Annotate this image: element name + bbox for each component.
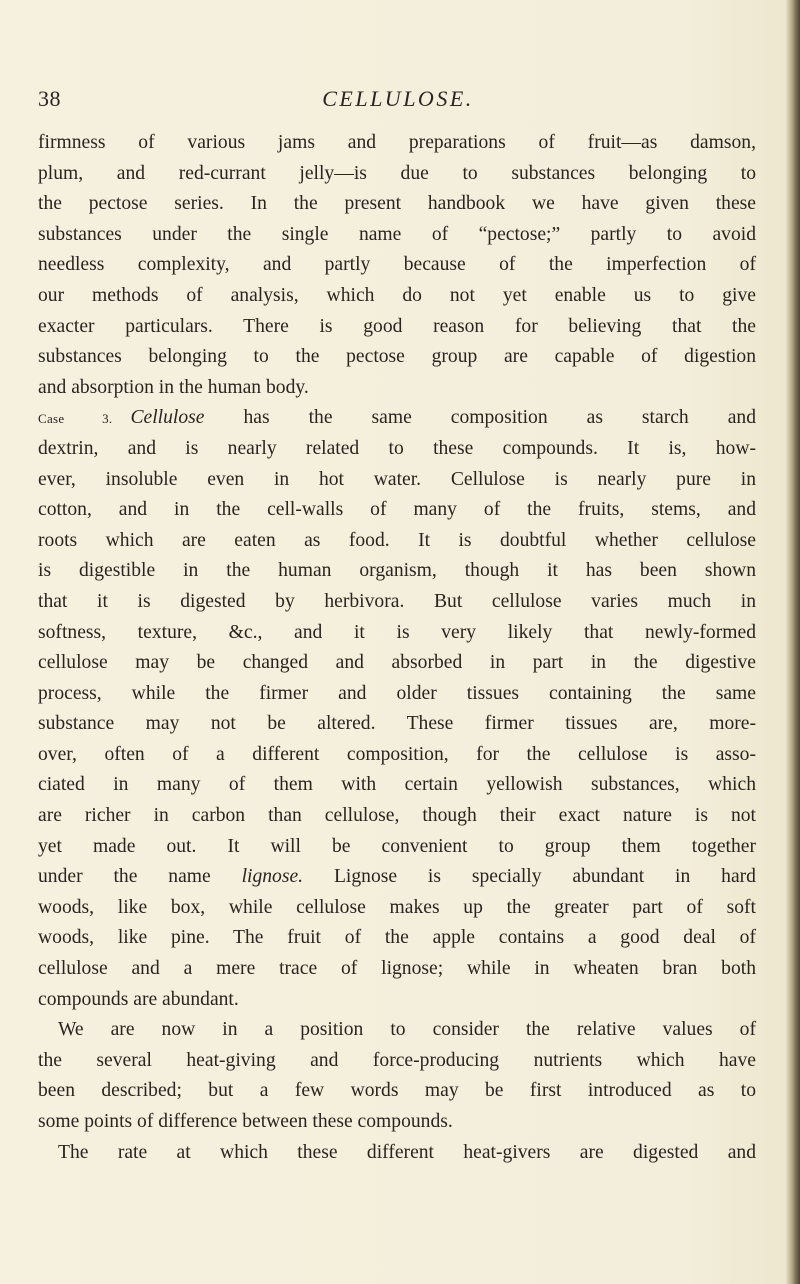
text-line: exacter particulars. There is good reason for believing that the xyxy=(38,315,756,337)
text-line: some points of difference between these compounds. xyxy=(38,1111,453,1132)
text-line-with-side-note xyxy=(38,403,756,434)
text-line: cotton, and in the cell-walls of many of the fruits, stems, and xyxy=(38,499,756,521)
text-line: been described; but a few words may be first introduced as to xyxy=(38,1080,756,1102)
text-fragment: Lignose is specially abundant in hard xyxy=(303,866,756,888)
italic-term-cellulose: Cellulose xyxy=(130,407,205,429)
text-line: our methods of analysis, which do not yet enable us to give xyxy=(38,284,756,306)
text-line: woods, like pine. The fruit of the apple contains a good deal of xyxy=(38,927,756,949)
text-line: over, often of a different composition, for the cellulose is asso- xyxy=(38,743,756,765)
italic-term-lignose: lignose. xyxy=(241,866,304,888)
text-line: roots which are eaten as food. It is doubtful whether cellulose xyxy=(38,529,756,551)
page-edge-shadow xyxy=(786,0,800,1284)
text-line: and absorption in the human body. xyxy=(38,376,309,398)
text-line: ciated in many of them with certain yellowish substances, which xyxy=(38,774,756,796)
body-text xyxy=(38,128,756,1168)
text-line: are richer in carbon than cellulose, though their exact nature is not xyxy=(38,805,756,827)
text-line: dextrin, and is nearly related to these compounds. It is, how- xyxy=(38,437,756,459)
page-header xyxy=(38,86,758,122)
text-line: yet made out. It will be convenient to group them together xyxy=(38,835,756,857)
text-line: is digestible in the human organism, though it has been shown xyxy=(38,560,756,582)
text-fragment: under the name xyxy=(38,866,242,888)
case-side-note: Case 3. xyxy=(38,411,113,427)
text-line: needless complexity, and partly because of the imperfection of xyxy=(38,254,756,276)
text-line: substances under the single name of “pectose;” partly to avoid xyxy=(38,223,756,245)
text-line: softness, texture, &c., and it is very likely that newly-formed xyxy=(38,621,756,643)
text-line: process, while the firmer and older tissues containing the same xyxy=(38,682,756,704)
text-line: firmness of various jams and preparations of fruit—as damson, xyxy=(38,132,756,153)
text-line: ever, insoluble even in hot water. Cellulose is nearly pure in xyxy=(38,468,756,490)
running-title: CELLULOSE. xyxy=(322,86,474,111)
text-fragment: has the same composition as starch and xyxy=(204,407,756,429)
text-line: that it is digested by herbivora. But cellulose varies much in xyxy=(38,590,756,612)
text-line: substance may not be altered. These firmer tissues are, more- xyxy=(38,713,756,735)
text-line: cellulose may be changed and absorbed in part in the digestive xyxy=(38,652,756,674)
text-line-with-italic xyxy=(38,862,756,893)
text-line: woods, like box, while cellulose makes up the greater part of soft xyxy=(38,896,756,918)
text-line: cellulose and a mere trace of lignose; while in wheaten bran both xyxy=(38,958,756,980)
text-line: The rate at which these different heat-givers are digested and xyxy=(58,1141,756,1163)
page-number: 38 xyxy=(38,86,61,111)
text-line: plum, and red-currant jelly—is due to substances belonging to xyxy=(38,162,756,184)
text-line: the pectose series. In the present handbook we have given these xyxy=(38,193,756,215)
text-line: substances belonging to the pectose group are capable of digestion xyxy=(38,346,756,368)
text-line: the several heat-giving and force-producing nutrients which have xyxy=(38,1049,756,1071)
text-line: compounds are abundant. xyxy=(38,988,239,1010)
text-line: We are now in a position to consider the relative values of xyxy=(58,1019,756,1041)
